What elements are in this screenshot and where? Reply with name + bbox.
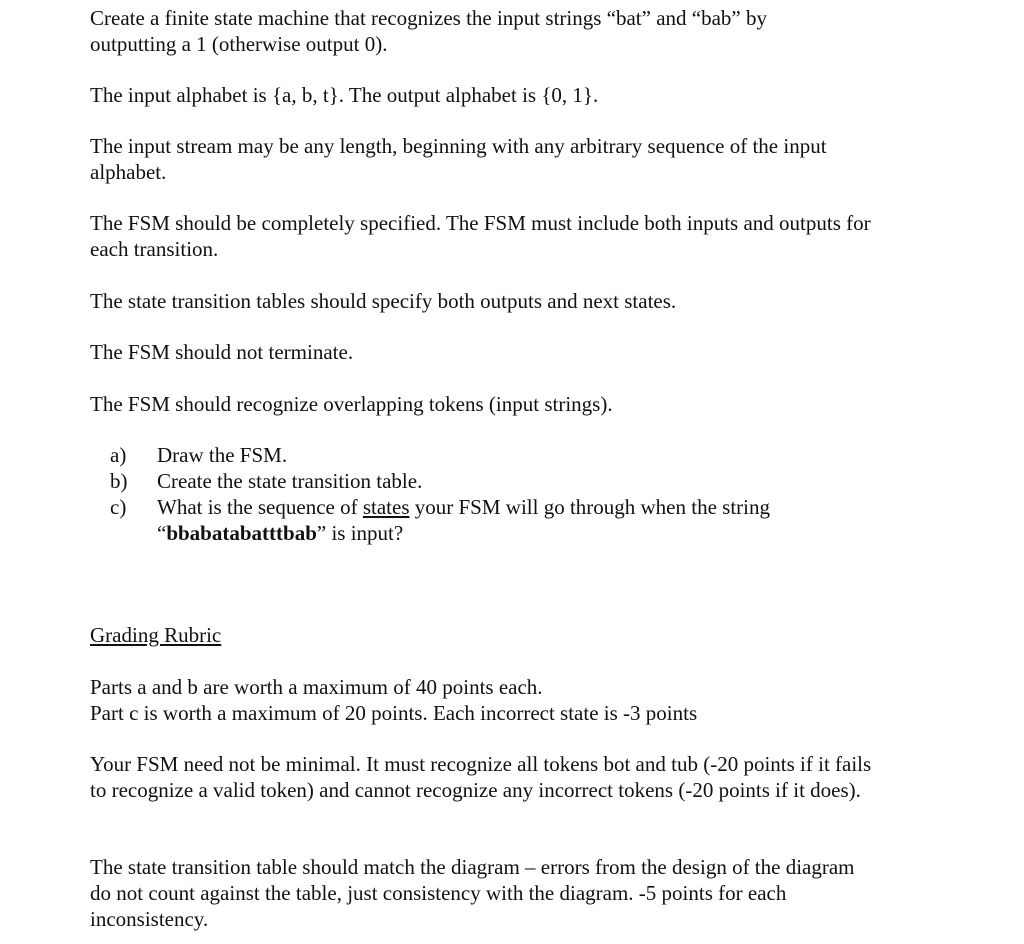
rubric-consistency: The state transition table should match the diagram – errors from the design of the diagram do not count against the table, just consistency with the diagram. -5 points for each inconsistency. (90, 855, 855, 931)
alphabet-statement: The input alphabet is {a, b, t}. The output alphabet is {0, 1}. (90, 83, 599, 107)
problem-statement: Create a finite state machine that recognizes the input strings “bat” and “bab” by outputting a 1 (otherwise output 0). (90, 6, 767, 56)
rubric-minimality: Your FSM need not be minimal. It must recognize all tokens bot and tub (-20 points if it fails to recognize a valid token) and cannot recognize any incorrect tokens (-20 points if it does). (90, 752, 872, 802)
list-item (110, 442, 870, 468)
list-item (110, 494, 870, 546)
list-item-text: Create the state transition table. (157, 469, 423, 493)
completeness-statement: The FSM should be completely specified. The FSM must include both inputs and outputs for each transition. (90, 211, 871, 261)
states-emphasis: states (362, 495, 410, 519)
transition-table-statement: The state transition tables should specify both outputs and next states. (90, 289, 677, 313)
input-stream-statement: The input stream may be any length, beginning with any arbitrary sequence of the input alphabet. (90, 134, 827, 184)
rubric-line-2: Part c is worth a maximum of 20 points. Each incorrect state is -3 points (90, 701, 698, 725)
rubric-title: Grading Rubric (90, 623, 222, 647)
list-item-text-before: What is the sequence of (157, 495, 363, 519)
overlap-statement: The FSM should recognize overlapping tokens (input strings). (90, 392, 613, 416)
input-string: bbabatabatttbab (166, 521, 317, 545)
list-marker: a) (110, 443, 127, 467)
list-item-text: Draw the FSM. (157, 443, 288, 467)
rubric-line-1: Parts a and b are worth a maximum of 40 points each. (90, 675, 543, 699)
rubric-points (90, 674, 850, 726)
non-termination-statement: The FSM should not terminate. (90, 340, 354, 364)
parts-list (110, 442, 870, 546)
list-marker: b) (110, 469, 128, 493)
list-item (110, 468, 870, 494)
list-item-text-after: ” is input? (316, 521, 404, 545)
list-marker: c) (110, 495, 127, 519)
list-item-text-mid: your FSM will go through when the string “ (157, 495, 770, 545)
